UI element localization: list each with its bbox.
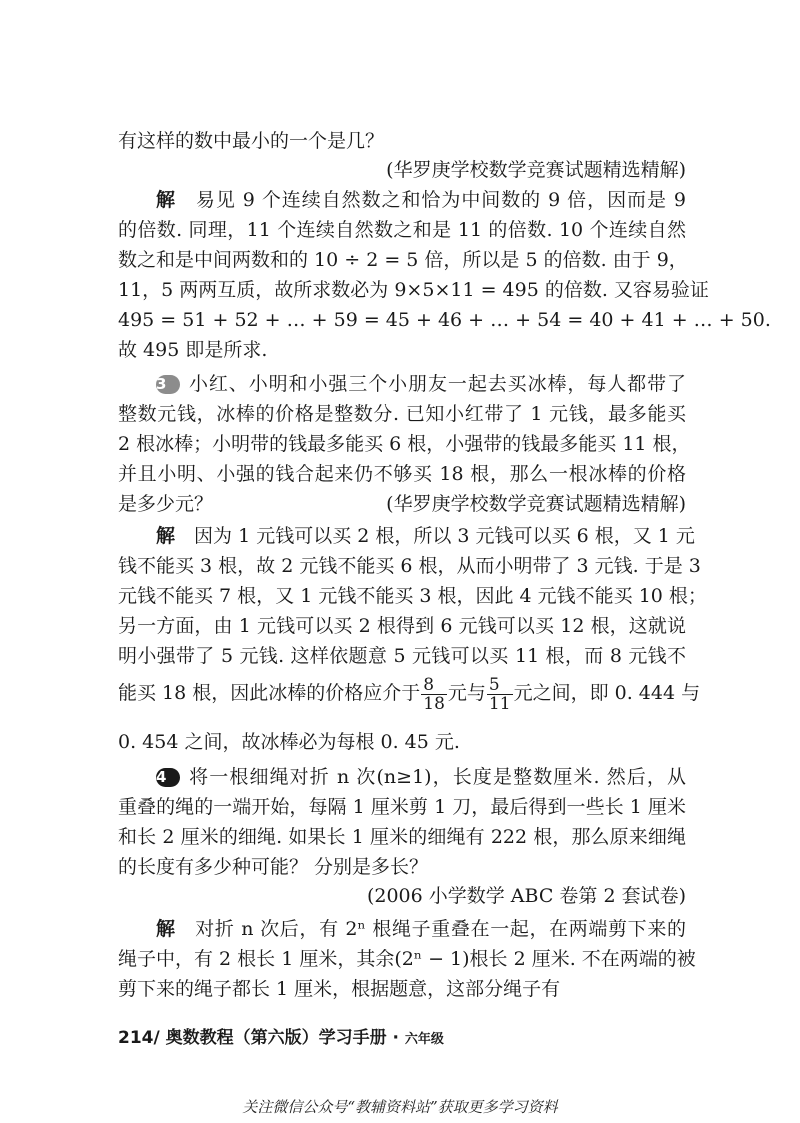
problem-number-badge: 4 bbox=[156, 768, 180, 787]
text-line: 11，5 两两互质，故所求数必为 9×5×11 = 495 的倍数. 又容易验证 bbox=[118, 279, 709, 301]
source-citation: (华罗庚学校数学竞赛试题精选精解) bbox=[386, 159, 686, 181]
solution-label: 解 bbox=[156, 918, 176, 940]
source-citation: (华罗庚学校数学竞赛试题精选精解) bbox=[386, 493, 686, 515]
solution-label: 解 bbox=[156, 525, 176, 547]
solution-line: 解 对折 n 次后，有 2ⁿ 根绳子重叠在一起，在两端剪下来的 bbox=[156, 918, 686, 940]
text-line: 另一方面，由 1 元钱可以买 2 根得到 6 元钱可以买 12 根，这就说 bbox=[118, 615, 686, 637]
text-line: 并且小明、小强的钱合起来仍不够买 18 根，那么一根冰棒的价格 bbox=[118, 463, 686, 485]
text-line: 剪下来的绳子都长 1 厘米，根据题意，这部分绳子有 bbox=[118, 978, 561, 1000]
problem-line: 4 将一根细绳对折 n 次(n≥1)，长度是整数厘米. 然后，从 bbox=[156, 766, 687, 788]
solution-line: 解 易见 9 个连续自然数之和恰为中间数的 9 倍，因而是 9 bbox=[156, 189, 686, 211]
text-line: 0. 454 之间，故冰棒必为每根 0. 45 元. bbox=[118, 731, 460, 753]
fraction-line: 能买 18 根，因此冰棒的价格应介于 $\frac{8}{18}$ 元与 $\frac{5}{11}$ 元之间，即 0. 444 与 bbox=[118, 674, 701, 714]
text-line: 和长 2 厘米的细绳. 如果长 1 厘米的细绳有 222 根，那么原来细绳 bbox=[118, 826, 686, 848]
source-citation: (2006 小学数学 ABC 卷第 2 套试卷) bbox=[366, 885, 686, 907]
text-line: 元钱不能买 7 根，又 1 元钱不能买 3 根，因此 4 元钱不能买 10 根； bbox=[118, 585, 707, 607]
text-line: 钱不能买 3 根，故 2 元钱不能买 6 根，从而小明带了 3 元钱. 于是 3 bbox=[118, 555, 701, 577]
problem-line: 3 小红、小明和小强三个小朋友一起去买冰棒，每人都带了 bbox=[156, 373, 686, 395]
page-footer: 214/ 奥数教程（第六版）学习手册 · 六年级 bbox=[118, 1028, 444, 1048]
text-line: 绳子中，有 2 根长 1 厘米，其余(2ⁿ − 1)根长 2 厘米. 不在两端的被 bbox=[118, 948, 696, 970]
fraction: $\frac{5}{11}$ bbox=[488, 674, 511, 714]
text-line: 明小强带了 5 元钱. 这样依题意 5 元钱可以买 11 根，而 8 元钱不 bbox=[118, 645, 686, 667]
text-line: 的倍数. 同理，11 个连续自然数之和是 11 的倍数. 10 个连续自然 bbox=[118, 219, 686, 241]
fraction: $\frac{8}{18}$ bbox=[423, 674, 445, 714]
text-line: 是多少元？ bbox=[118, 493, 214, 515]
text-line: 有这样的数中最小的一个是几？ bbox=[118, 130, 385, 152]
text-line: 的长度有多少种可能？ 分别是多长？ bbox=[118, 856, 429, 878]
watermark: 关注微信公众号“教辅资料站”获取更多学习资料 bbox=[242, 1098, 558, 1116]
text-line: 重叠的绳的一端开始，每隔 1 厘米剪 1 刀，最后得到一些长 1 厘米 bbox=[118, 796, 686, 818]
solution-label: 解 bbox=[156, 189, 176, 211]
solution-line: 解 因为 1 元钱可以买 2 根，所以 3 元钱可以买 6 根，又 1 元 bbox=[156, 525, 695, 547]
text-line: 故 495 即是所求. bbox=[118, 339, 268, 361]
problem-number-badge: 3 bbox=[156, 375, 180, 394]
text-line: 2 根冰棒；小明带的钱最多能买 6 根，小强带的钱最多能买 11 根， bbox=[118, 433, 691, 455]
equation-line: 495 = 51 + 52 + … + 59 = 45 + 46 + … + 54 = 40 + 41 + … + 50. bbox=[118, 309, 771, 331]
text-line: 整数元钱，冰棒的价格是整数分. 已知小红带了 1 元钱，最多能买 bbox=[118, 403, 686, 425]
text-line: 数之和是中间两数和的 10 ÷ 2 = 5 倍，所以是 5 的倍数. 由于 9， bbox=[118, 249, 688, 271]
